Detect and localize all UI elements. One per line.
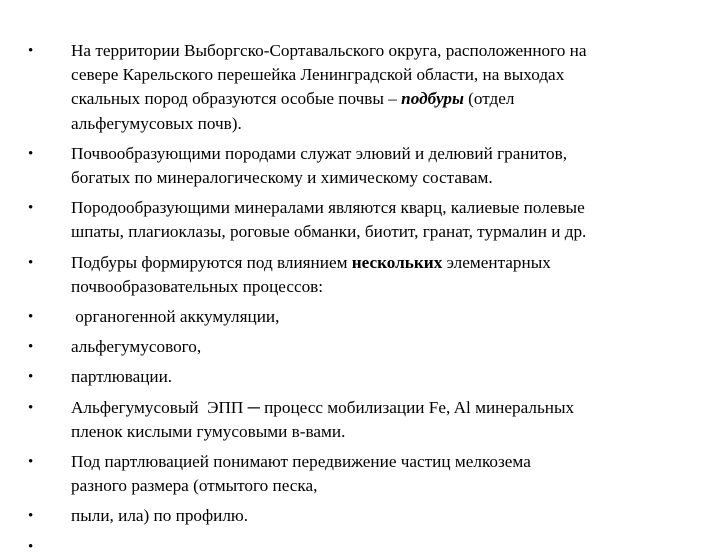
list-item	[28, 396, 700, 444]
text-line: пленок кислыми гумусовыми в-вами.	[71, 421, 346, 441]
text-line: органогенной аккумуляции,	[71, 307, 280, 327]
text-segment: скальных пород образуются особые почвы –	[71, 89, 402, 109]
term-neskolkikh: нескольких	[351, 252, 443, 272]
text-line: Породообразующими минералами являются кварц, калиевые полевые	[71, 198, 585, 218]
list-item	[28, 196, 700, 244]
bullet-icon: •	[28, 200, 34, 217]
text-segment: элементарных	[442, 252, 551, 272]
text-line: разного размера (отмытого песка,	[71, 476, 318, 496]
list-item	[28, 335, 700, 359]
list-item	[28, 142, 700, 190]
text-line: альфегумусовых почв).	[71, 113, 242, 133]
bullet-icon: •	[28, 43, 34, 59]
bullet-icon: •	[28, 309, 34, 326]
text-line: партлювации.	[71, 367, 173, 387]
text-line: Альфегумусовый ЭПП ─ процесс мобилизации Fe, Al минеральных	[71, 397, 575, 417]
text-line	[71, 87, 700, 111]
text-segment: (отдел	[463, 89, 515, 109]
bullet-icon: •	[28, 145, 34, 162]
text-line	[71, 251, 700, 275]
text-line: Почвообразующими породами служат элювий и делювий гранитов,	[71, 143, 568, 163]
bullet-icon: •	[28, 369, 34, 386]
term-podbury: подбуры	[401, 89, 464, 109]
text-line: Под партлювацией понимают передвижение частиц мелкозема	[71, 452, 531, 472]
list-item	[28, 305, 700, 329]
list-item	[28, 39, 700, 136]
list-item	[28, 504, 700, 528]
list-item	[28, 450, 700, 498]
bullet-icon: •	[28, 508, 34, 525]
text-line: севере Карельского перешейка Ленинградской области, на выходах	[71, 65, 565, 85]
list-item	[28, 251, 700, 299]
text-line: На территории Выборгско-Сортавальского округа, расположенного на	[71, 41, 587, 60]
bullet-icon: •	[28, 538, 34, 555]
bullet-icon: •	[28, 254, 34, 271]
text-line: почвообразовательных процессов:	[71, 276, 324, 296]
bullet-icon: •	[28, 454, 34, 471]
text-line: пыли, ила) по профилю.	[71, 506, 249, 526]
bullet-list	[28, 39, 700, 555]
text-line: шпаты, плагиоклазы, роговые обманки, биотит, гранат, турмалин и др.	[71, 222, 587, 242]
bullet-icon: •	[28, 339, 34, 356]
text-segment: Подбуры формируются под влиянием	[71, 252, 352, 272]
bullet-icon: •	[28, 399, 34, 416]
list-item	[28, 365, 700, 389]
text-line: богатых по минералогическому и химическому составам.	[71, 168, 493, 188]
text-line: альфегумусового,	[71, 337, 202, 357]
